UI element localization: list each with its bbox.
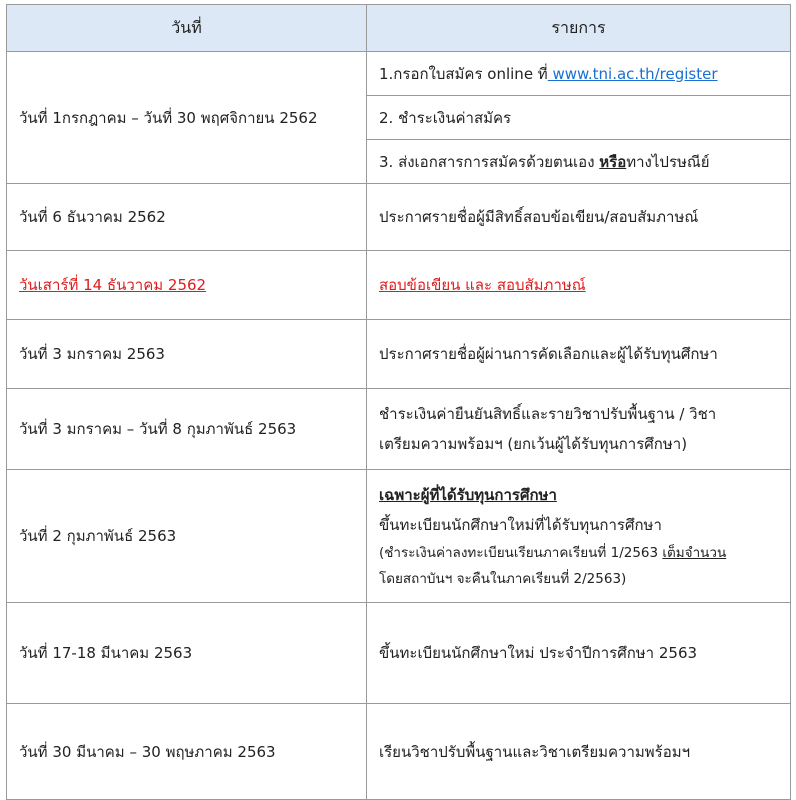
scholarship-heading: เฉพาะผู้ที่ได้รับทุนการศึกษา [379,486,557,504]
row-item: ประกาศรายชื่อผู้มีสิทธิ์สอบข้อเขียน/สอบสัมภาษณ์ [367,184,791,251]
table-row [7,704,791,800]
row-item [367,470,791,603]
row-date: วันที่ 17-18 มีนาคม 2563 [7,603,367,704]
table-row [7,251,791,320]
row-item: 2. ชำระเงินค่าสมัคร [367,96,791,140]
item-line: เตรียมความพร้อมฯ (ยกเว้นผู้ได้รับทุนการศึกษา) [379,435,688,453]
table-row [7,184,791,251]
date-column-header: วันที่ [7,5,367,52]
row-date [7,251,367,320]
row-date: วันที่ 30 มีนาคม – 30 พฤษภาคม 2563 [7,704,367,800]
schedule-table [6,4,791,800]
row-item [367,389,791,470]
item-line: ชำระเงินค่ายืนยันสิทธิ์และรายวิชาปรับพื้นฐาน / วิชา [379,405,717,423]
table-header-row [7,5,791,52]
note-text: (ชำระเงินค่าลงทะเบียนเรียนภาคเรียนที่ 1/2563 [379,545,663,561]
table-row [7,320,791,389]
item-line: ขึ้นทะเบียนนักศึกษาใหม่ที่ได้รับทุนการศึกษา [379,516,662,534]
item-column-header: รายการ [367,5,791,52]
register-link[interactable]: www.tni.ac.th/register [547,64,718,83]
exam-date-highlight: วันเสาร์ที่ 14 ธันวาคม 2562 [19,276,207,294]
row-date: วันที่ 3 มกราคม – วันที่ 8 กุมภาพันธ์ 2563 [7,389,367,470]
row-date: วันที่ 1กรกฎาคม – วันที่ 30 พฤศจิกายน 2562 [7,52,367,184]
row-item: ขึ้นทะเบียนนักศึกษาใหม่ ประจำปีการศึกษา 2563 [367,603,791,704]
item-text: 3. ส่งเอกสารการสมัครด้วยตนเอง [379,152,600,171]
row-date: วันที่ 3 มกราคม 2563 [7,320,367,389]
row-item: เรียนวิชาปรับพื้นฐานและวิชาเตรียมความพร้อมฯ [367,704,791,800]
exam-item-highlight: สอบข้อเขียน และ สอบสัมภาษณ์ [379,276,586,294]
item-note [379,540,778,566]
row-date: วันที่ 6 ธันวาคม 2562 [7,184,367,251]
row-date: วันที่ 2 กุมภาพันธ์ 2563 [7,470,367,603]
note-emphasis: เต็มจำนวน [662,545,727,561]
row-item [367,52,791,96]
item-text: 1.กรอกใบสมัคร online ที่ [379,64,548,83]
table-row [7,52,791,96]
table-row [7,470,791,603]
table-row [7,389,791,470]
row-item [367,140,791,184]
or-emphasis: หรือ [599,152,627,171]
row-item: ประกาศรายชื่อผู้ผ่านการคัดเลือกและผู้ได้รับทุนศึกษา [367,320,791,389]
row-item [367,251,791,320]
table-row [7,603,791,704]
item-note: โดยสถาบันฯ จะคืนในภาคเรียนที่ 2/2563) [379,571,627,587]
item-text: ทางไปรษณีย์ [626,152,710,171]
